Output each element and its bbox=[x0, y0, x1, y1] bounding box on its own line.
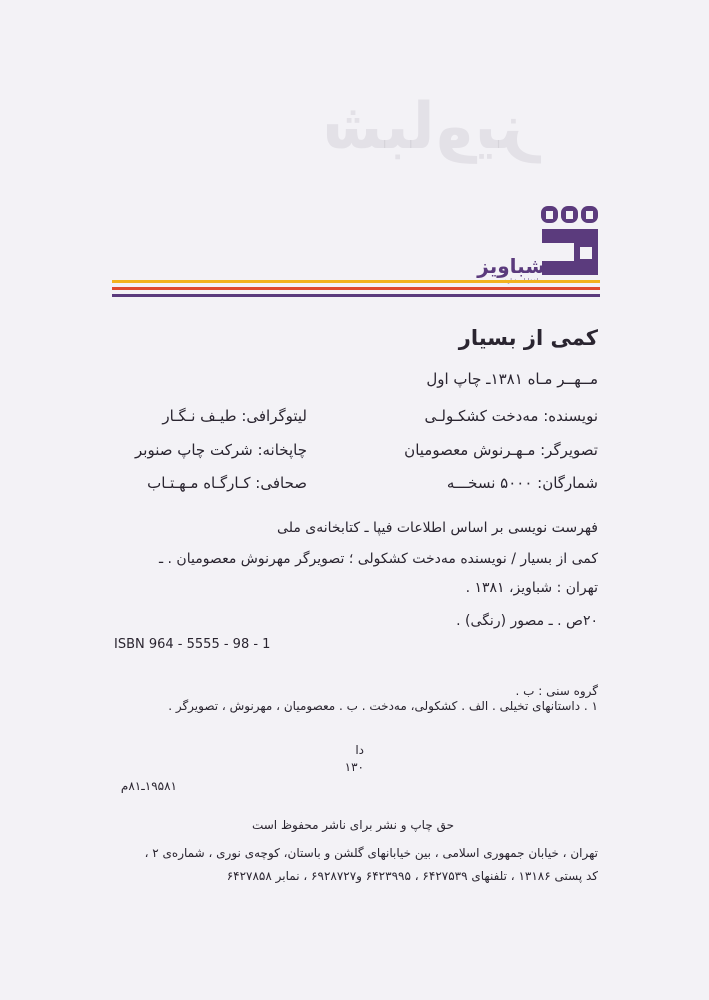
cataloging-heading: فهرست نویسی بر اساس اطلاعات فیپا ـ کتابخانه‌ی ملی bbox=[277, 520, 598, 536]
cataloging-line-1: کمی از بسیار / نویسنده مه‌دخت کشکولی ؛ تصویرگر مهرنوش معصومیان . ـ bbox=[158, 551, 598, 567]
yellow-stripe bbox=[112, 280, 600, 283]
class-code-2: ۱۳۰ bbox=[344, 760, 364, 774]
address-line: تهران ، خیابان جمهوری اسلامی ، بین خیابانهای گلشن و باستان، کوچه‌ی نوری ، شماره‌ی ۲ ، bbox=[144, 846, 598, 860]
cataloging-line-2: تهران : شباویز، ۱۳۸۱ . bbox=[465, 580, 598, 596]
illustrator-credit: تصویرگر: مـهـرنوش معصومیان bbox=[404, 441, 598, 459]
book-title: کمی از بسیار bbox=[458, 326, 598, 350]
rights-notice: حق چاپ و نشر برای ناشر محفوظ است bbox=[251, 818, 454, 832]
publisher-logo-icon bbox=[540, 205, 600, 277]
purple-stripe bbox=[112, 294, 600, 297]
lithography-credit: لیتوگرافی: طیـف نـگـار bbox=[162, 407, 307, 425]
age-group: گروه سنی : ب . bbox=[515, 684, 598, 698]
publisher-name: شباویز bbox=[477, 254, 545, 278]
cataloging-line-3: ۲۰ص . ـ مصور (رنگی) . bbox=[456, 613, 598, 629]
printing-credit: چاپخانه: شرکت چاپ صنوبر bbox=[135, 441, 307, 459]
isbn: ISBN 964 - 5555 - 98 - 1 bbox=[114, 637, 271, 652]
national-number: ۱۹۵۸۱ـ۸۱م bbox=[120, 779, 177, 793]
bleed-through-text: شباویز bbox=[321, 90, 539, 164]
print-run-credit: شمارگان: ۵۰۰۰ نسخـــه bbox=[446, 474, 598, 492]
contact-line: کد پستی ۱۳۱۸۶ ، تلفنهای ۶۴۲۷۵۳۹ ، ۶۴۲۳۹۹۵ و۶۹۲۸۷۲۷ ، نمابر ۶۴۲۷۸۵۸ bbox=[226, 869, 598, 883]
red-stripe bbox=[112, 287, 600, 290]
binding-credit: صحافی: کـارگـاه مـهـتـاب bbox=[147, 474, 307, 492]
edition-line: مــهــر مـاه ۱۳۸۱ـ چاپ اول bbox=[426, 370, 598, 388]
class-code-1: دا bbox=[355, 743, 364, 757]
subjects-line: ۱ . داستانهای تخیلی . الف . کشکولی، مه‌دخت . ب . معصومیان ، مهرنوش ، تصویرگر . bbox=[168, 699, 598, 713]
author-credit: نویسنده: مه‌دخت کشکـولـی bbox=[424, 407, 598, 425]
